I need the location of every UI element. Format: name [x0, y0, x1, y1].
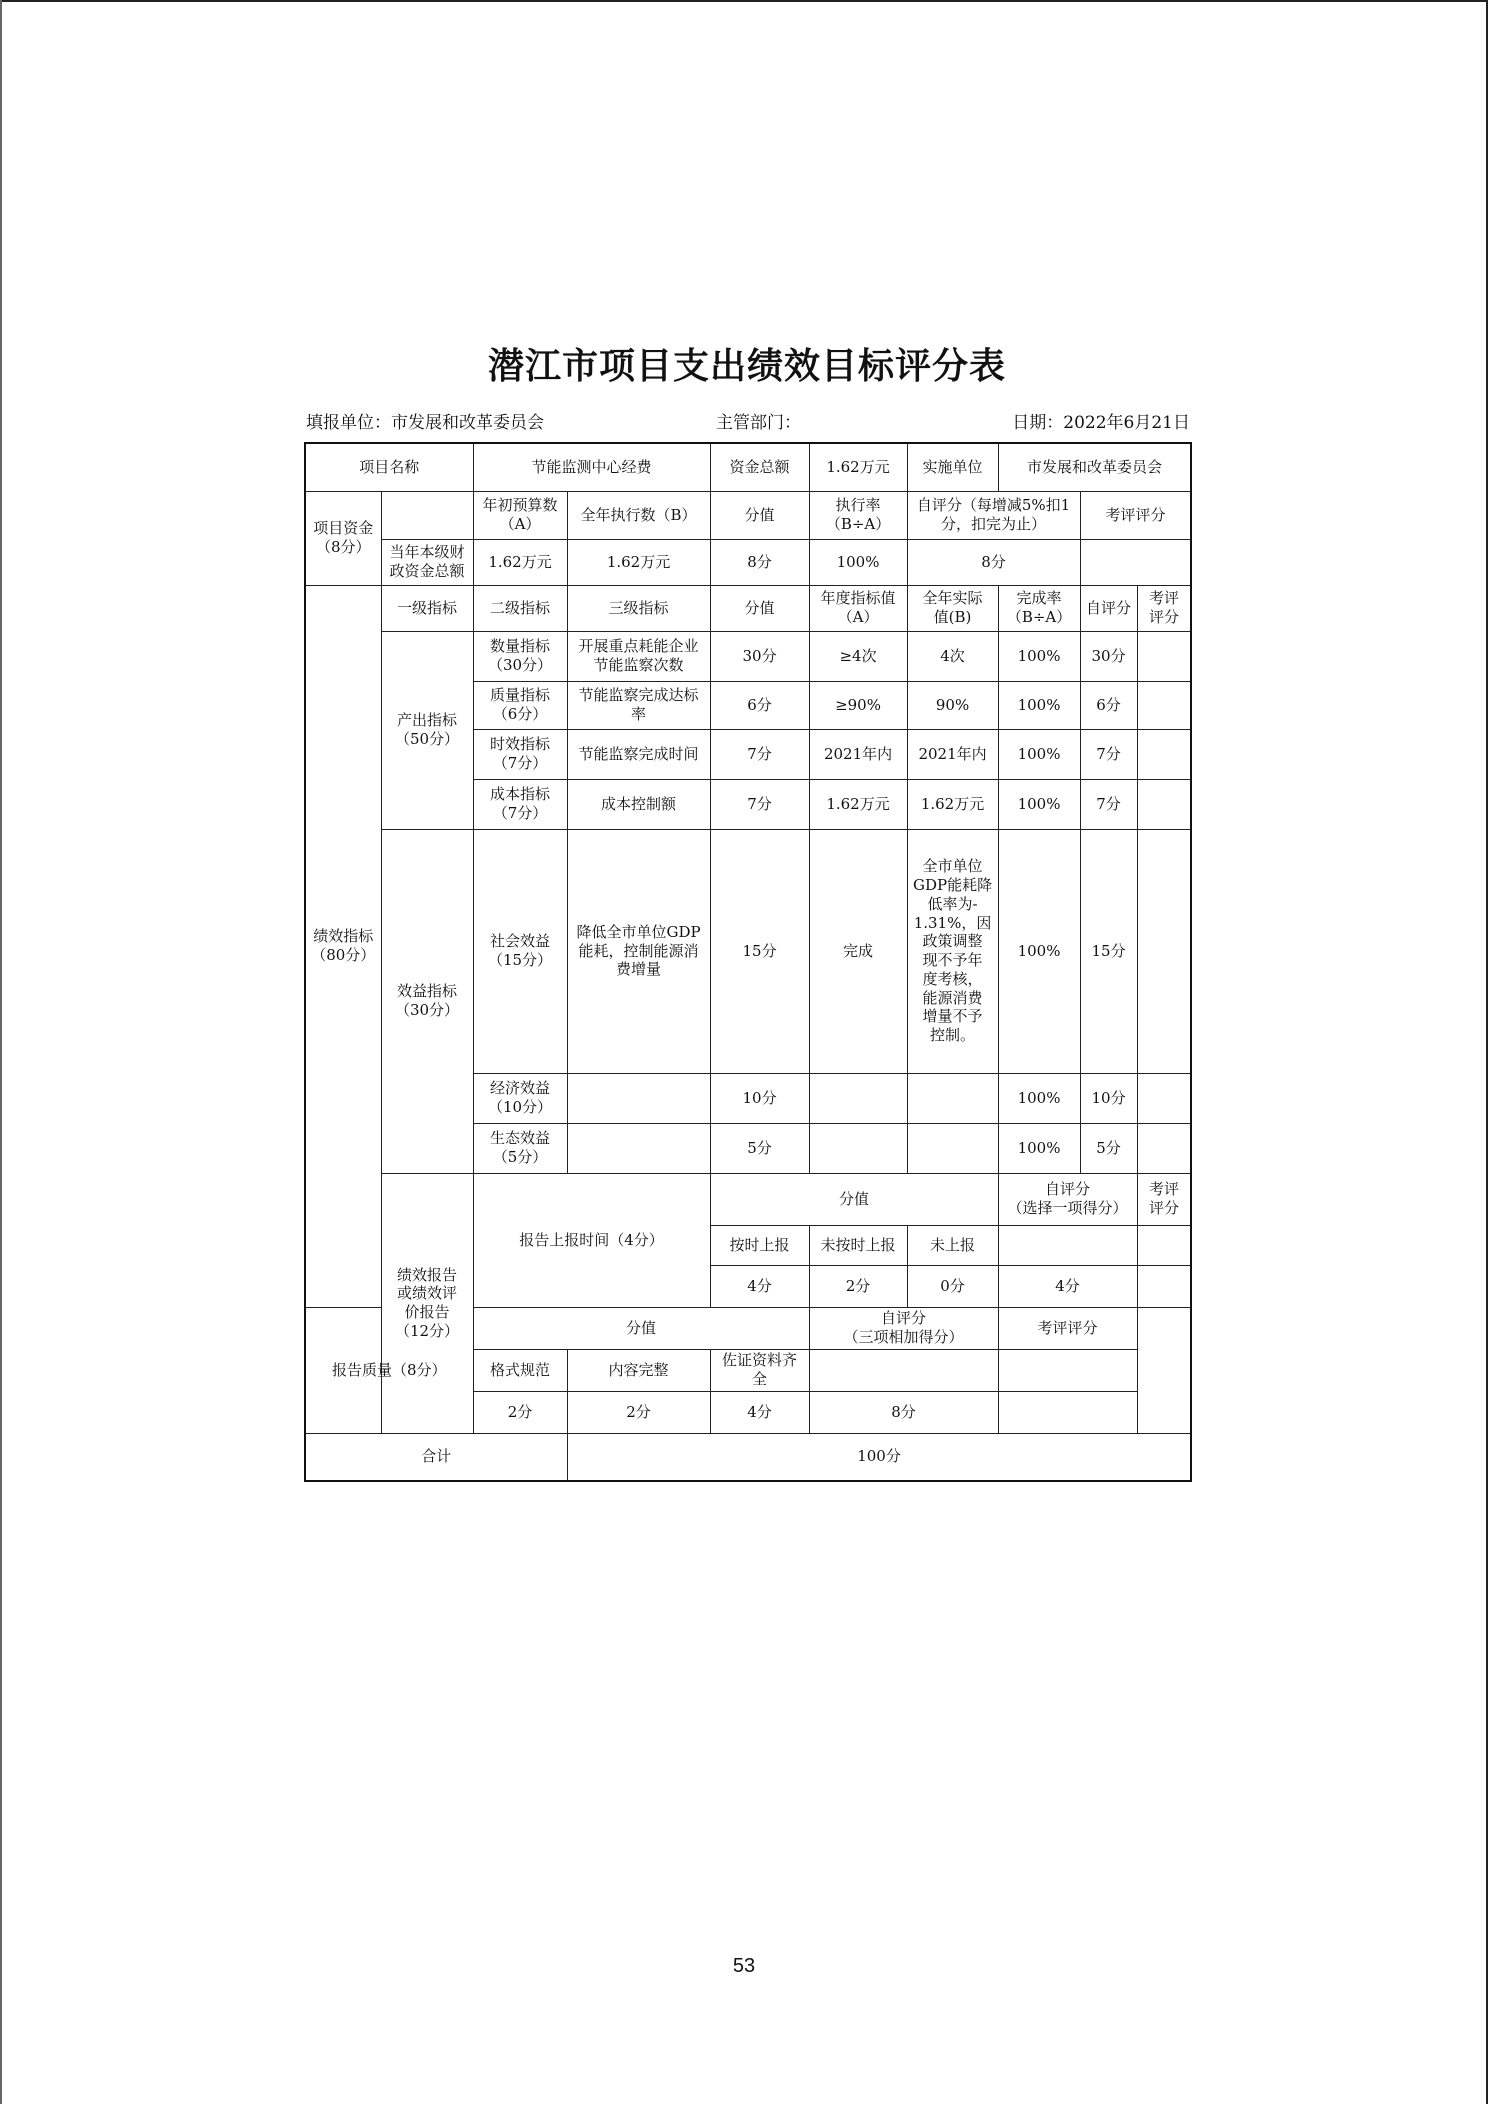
annual-target-label: 年度指标值 （A）: [809, 585, 907, 631]
project-name-label: 项目名称: [305, 443, 473, 491]
indicator-target: [809, 1073, 907, 1123]
document-title: 潜江市项目支出绩效目标评分表: [487, 345, 1006, 387]
total-value: 100分: [567, 1433, 1191, 1481]
indicator-self-score: 15分: [1080, 829, 1137, 1073]
fund-score-label: 分值: [710, 491, 809, 539]
indicator-score: 6分: [710, 681, 809, 729]
fund-total-label: 资金总额: [710, 443, 809, 491]
project-name-value: 节能监测中心经费: [473, 443, 710, 491]
report-quality-score-label: 分值: [473, 1307, 809, 1349]
indicator-review-score: [1137, 779, 1191, 829]
report-time-option-score: 4分: [710, 1265, 809, 1307]
report-quality-label: 报告质量（8分）: [305, 1307, 473, 1433]
indicator-score: 7分: [710, 729, 809, 779]
report-time-self-score: 4分: [998, 1265, 1137, 1307]
indicator-level3: 降低全市单位GDP 能耗，控制能源消 费增量: [567, 829, 710, 1073]
empty-cell: [1137, 1225, 1191, 1265]
annual-actual-label: 全年实际 值(B): [907, 585, 998, 631]
report-time-score-label: 分值: [710, 1173, 998, 1225]
indicator-target: ≥4次: [809, 631, 907, 681]
indicator-level2: 成本指标 （7分）: [473, 779, 567, 829]
exec-rate-value: 100%: [809, 539, 907, 585]
impl-unit-label: 实施单位: [907, 443, 998, 491]
indicator-actual: 2021年内: [907, 729, 998, 779]
indicator-review-score: [1137, 729, 1191, 779]
empty-cell: [1137, 1265, 1191, 1307]
indicator-self-score: 7分: [1080, 779, 1137, 829]
indicator-score: 7分: [710, 779, 809, 829]
reporting-unit: 填报单位：市发展和改革委员会: [306, 413, 544, 433]
annual-exec-label: 全年执行数（B）: [567, 491, 710, 539]
empty-cell: [998, 1391, 1137, 1433]
indicator-self-score: 30分: [1080, 631, 1137, 681]
fund-self-score-label: 自评分（每增减5%扣1 分，扣完为止）: [907, 491, 1080, 539]
indicator-level2: 经济效益 （10分）: [473, 1073, 567, 1123]
indicator-rate: 100%: [998, 829, 1080, 1073]
indicator-actual: [907, 1073, 998, 1123]
indicator-self-score: 10分: [1080, 1073, 1137, 1123]
report-time-option: 按时上报: [710, 1225, 809, 1265]
indicator-level2: 生态效益 （5分）: [473, 1123, 567, 1173]
review-score-label: 考评 评分: [1137, 585, 1191, 631]
indicator-actual: 4次: [907, 631, 998, 681]
report-time-option: 未按时上报: [809, 1225, 907, 1265]
indicator-rate: 100%: [998, 1123, 1080, 1173]
report-quality-review-label: 考评评分: [998, 1307, 1137, 1349]
fund-score-value: 8分: [710, 539, 809, 585]
indicator-actual: 全市单位 GDP能耗降 低率为- 1.31%，因 政策调整 现不予年 度考核， 能源消费 增量不予 控制。: [907, 829, 998, 1073]
page-top-border: [0, 0, 1488, 2]
fiscal-fund-label: 当年本级财 政资金总额: [381, 539, 473, 585]
initial-budget-value: 1.62万元: [473, 539, 567, 585]
indicator-score: 15分: [710, 829, 809, 1073]
completion-rate-label: 完成率 （B÷A）: [998, 585, 1080, 631]
output-indicator-group-label: 产出指标 （50分）: [381, 631, 473, 829]
empty-cell: [998, 1349, 1137, 1391]
page-left-border: [0, 0, 2, 2104]
report-group-label: 绩效报告 或绩效评 价报告 （12分）: [381, 1173, 473, 1433]
indicator-score: 5分: [710, 1123, 809, 1173]
fund-self-score-value: 8分: [907, 539, 1080, 585]
scoring-table: [304, 442, 1192, 1482]
indicator-level3: [567, 1073, 710, 1123]
indicator-self-score: 6分: [1080, 681, 1137, 729]
indicator-level2: 质量指标 （6分）: [473, 681, 567, 729]
report-time-option-score: 2分: [809, 1265, 907, 1307]
indicator-target: 完成: [809, 829, 907, 1073]
indicator-score: 30分: [710, 631, 809, 681]
level1-indicator-label: 一级指标: [381, 585, 473, 631]
report-quality-option: 内容完整: [567, 1349, 710, 1391]
indicator-level3: 节能监察完成达标 率: [567, 681, 710, 729]
annual-exec-value: 1.62万元: [567, 539, 710, 585]
level3-indicator-label: 三级指标: [567, 585, 710, 631]
indicator-score: 10分: [710, 1073, 809, 1123]
report-time-option: 未上报: [907, 1225, 998, 1265]
empty-cell: [809, 1349, 998, 1391]
empty-cell: [381, 491, 473, 539]
indicator-review-score: [1137, 829, 1191, 1073]
indicator-level3: [567, 1123, 710, 1173]
page-number: 53: [732, 1955, 756, 1977]
project-fund-group-label: 项目资金 （8分）: [305, 491, 381, 585]
indicator-level3: 成本控制额: [567, 779, 710, 829]
report-quality-option-score: 4分: [710, 1391, 809, 1433]
indicator-level2: 时效指标 （7分）: [473, 729, 567, 779]
impl-unit-value: 市发展和改革委员会: [998, 443, 1191, 491]
fund-total-value: 1.62万元: [809, 443, 907, 491]
indicator-actual: 1.62万元: [907, 779, 998, 829]
indicator-score-label: 分值: [710, 585, 809, 631]
benefit-indicator-group-label: 效益指标 （30分）: [381, 829, 473, 1173]
report-quality-option-score: 2分: [473, 1391, 567, 1433]
fund-review-label: 考评评分: [1080, 491, 1191, 539]
indicator-actual: [907, 1123, 998, 1173]
report-quality-option-score: 2分: [567, 1391, 710, 1433]
perf-indicator-group-label: 绩效指标 （80分）: [305, 585, 381, 1307]
indicator-rate: 100%: [998, 1073, 1080, 1123]
report-time-self-label: 自评分 （选择一项得分）: [998, 1173, 1137, 1225]
report-quality-self-score: 8分: [809, 1391, 998, 1433]
indicator-review-score: [1137, 631, 1191, 681]
indicator-actual: 90%: [907, 681, 998, 729]
supervising-department: 主管部门：: [716, 413, 801, 433]
indicator-level3: 开展重点耗能企业 节能监察次数: [567, 631, 710, 681]
report-date: 日期：2022年6月21日: [1012, 413, 1190, 433]
report-quality-option: 格式规范: [473, 1349, 567, 1391]
indicator-target: ≥90%: [809, 681, 907, 729]
initial-budget-label: 年初预算数 （A）: [473, 491, 567, 539]
indicator-level2: 数量指标 （30分）: [473, 631, 567, 681]
indicator-level3: 节能监察完成时间: [567, 729, 710, 779]
indicator-level2: 社会效益 （15分）: [473, 829, 567, 1073]
indicator-target: [809, 1123, 907, 1173]
indicator-review-score: [1137, 1123, 1191, 1173]
self-score-label: 自评分: [1080, 585, 1137, 631]
indicator-target: 1.62万元: [809, 779, 907, 829]
report-time-option-score: 0分: [907, 1265, 998, 1307]
indicator-rate: 100%: [998, 729, 1080, 779]
empty-cell: [998, 1225, 1137, 1265]
level2-indicator-label: 二级指标: [473, 585, 567, 631]
indicator-target: 2021年内: [809, 729, 907, 779]
indicator-review-score: [1137, 681, 1191, 729]
indicator-review-score: [1137, 1073, 1191, 1123]
fund-review-value: [1080, 539, 1191, 585]
exec-rate-label: 执行率 （B÷A）: [809, 491, 907, 539]
total-label: 合计: [305, 1433, 567, 1481]
indicator-self-score: 7分: [1080, 729, 1137, 779]
indicator-rate: 100%: [998, 779, 1080, 829]
indicator-self-score: 5分: [1080, 1123, 1137, 1173]
report-quality-self-label: 自评分 （三项相加得分）: [809, 1307, 998, 1349]
indicator-rate: 100%: [998, 681, 1080, 729]
report-time-review-label: 考评 评分: [1137, 1173, 1191, 1225]
report-time-label: 报告上报时间（4分）: [473, 1173, 710, 1307]
report-quality-option: 佐证资料齐 全: [710, 1349, 809, 1391]
indicator-rate: 100%: [998, 631, 1080, 681]
